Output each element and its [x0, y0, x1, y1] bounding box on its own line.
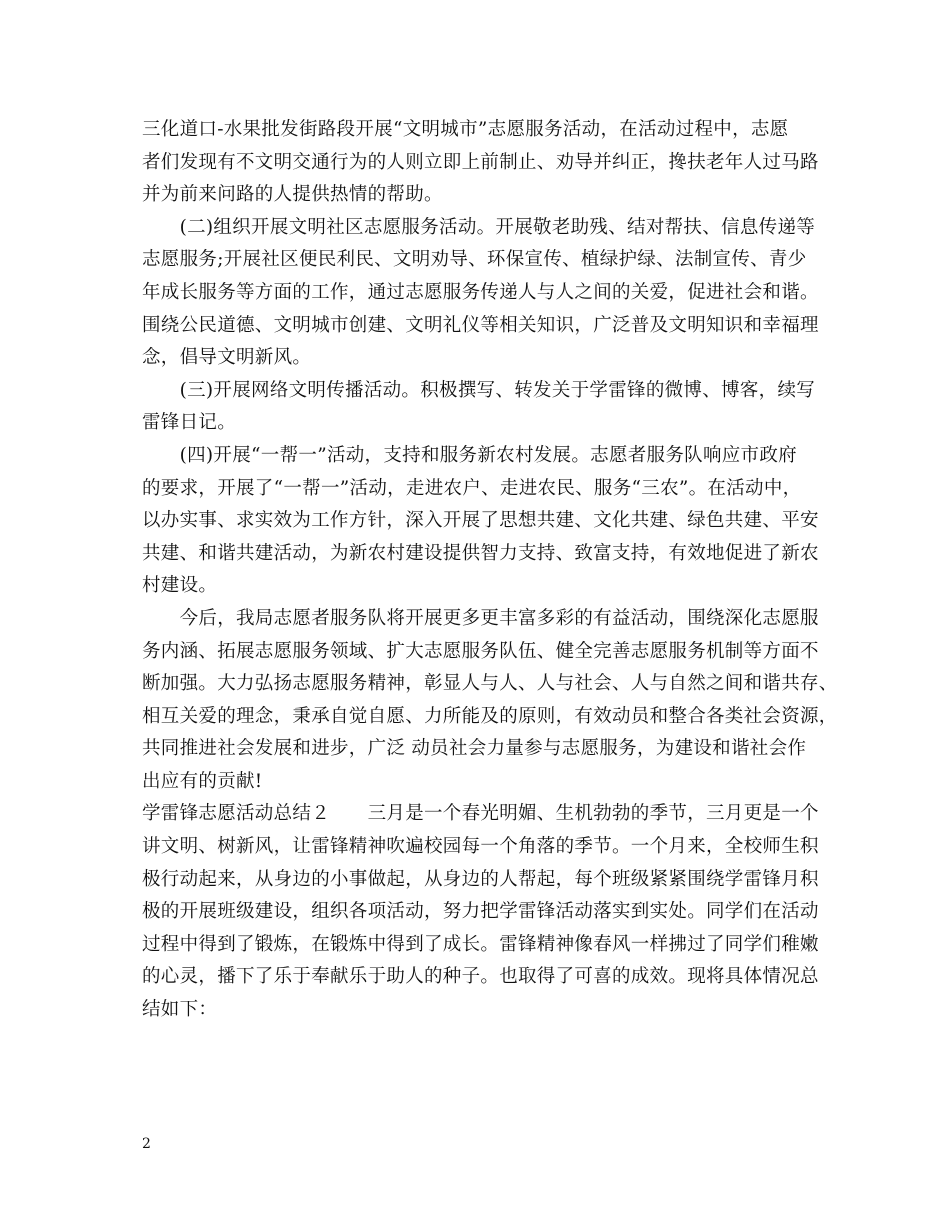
paragraph	[142, 114, 822, 212]
text-line: 念，倡导文明新风。	[142, 347, 312, 369]
paragraph	[142, 375, 822, 440]
paragraph	[142, 798, 822, 1026]
text-line: (三)开展网络文明传播活动。积极撰写、转发关于学雷锋的微博、博客，续写	[142, 379, 816, 401]
text-line: 共同推进社会发展和进步，广泛 动员社会力量参与志愿服务，为建设和谐社会作	[142, 738, 807, 760]
text-line: 学雷锋志愿活动总结２ 三月是一个春光明媚、生机勃勃的季节，三月更是一个	[142, 803, 819, 825]
paragraph	[142, 440, 822, 603]
text-line: 者们发现有不文明交通行为的人则立即上前制止、劝导并纠正，搀扶老年人过马路	[142, 151, 819, 173]
text-line: 三化道口-水果批发街路段开展“文明城市”志愿服务活动，在活动过程中，志愿	[142, 119, 789, 140]
text-line: 围绕公民道德、文明城市创建、文明礼仪等相关知识，广泛普及文明知识和幸福理	[142, 314, 819, 336]
page-number: 2	[142, 1136, 151, 1152]
text-line: 的要求，开展了“一帮一”活动，走进农户、走进农民、服务“三农”。在活动中，	[142, 477, 802, 499]
text-line: 以办实事、求实效为工作方针，深入开展了思想共建、文化共建、绿色共建、平安	[142, 510, 819, 532]
text-line: 相互关爱的理念，秉承自觉自愿、力所能及的原则，有效动员和整合各类社会资源，	[142, 705, 838, 727]
paragraph	[142, 603, 838, 799]
text-line: 断加强。大力弘扬志愿服务精神，彰显人与人、人与社会、人与自然之间和谐共存、	[142, 673, 838, 695]
text-line: 雷锋日记。	[142, 412, 237, 434]
text-line: 讲文明、树新风，让雷锋精神吹遍校园每一个角落的季节。一个月来，全校师生积	[142, 836, 819, 858]
text-line: 极行动起来，从身边的小事做起，从身边的人帮起，每个班级紧紧围绕学雷锋月积	[142, 868, 819, 890]
text-line: 务内涵、拓展志愿服务领域、扩大志愿服务队伍、健全完善志愿服务机制等方面不	[142, 640, 819, 662]
paragraph	[142, 212, 822, 375]
text-line: 今后，我局志愿者服务队将开展更多更丰富多彩的有益活动，围绕深化志愿服	[142, 607, 819, 629]
text-line: 出应有的贡献!	[142, 770, 263, 792]
text-line: 过程中得到了锻炼，在锻炼中得到了成长。雷锋精神像春风一样拂过了同学们稚嫩	[142, 933, 819, 955]
text-line: 极的开展班级建设，组织各项活动，努力把学雷锋活动落实到实处。同学们在活动	[142, 901, 819, 923]
text-line: 村建设。	[142, 575, 218, 597]
text-line: 志愿服务;开展社区便民利民、文明劝导、环保宣传、植绿护绿、法制宣传、青少	[142, 249, 807, 271]
text-line: (二)组织开展文明社区志愿服务活动。开展敬老助残、结对帮扶、信息传递等	[142, 216, 816, 238]
text-line: 并为前来问路的人提供热情的帮助。	[142, 184, 443, 206]
text-line: (四)开展“一帮一”活动，支持和服务新农村发展。志愿者服务队响应市政府	[142, 444, 797, 466]
text-line: 的心灵，播下了乐于奉献乐于助人的种子。也取得了可喜的成效。现将具体情况总	[142, 966, 819, 988]
text-line: 年成长服务等方面的工作，通过志愿服务传递人与人之间的关爱，促进社会和谐。	[142, 281, 819, 303]
text-line: 结如下：	[142, 999, 218, 1021]
text-line: 共建、和谐共建活动，为新农村建设提供智力支持、致富支持，有效地促进了新农	[142, 542, 819, 564]
document-body	[142, 114, 838, 1027]
